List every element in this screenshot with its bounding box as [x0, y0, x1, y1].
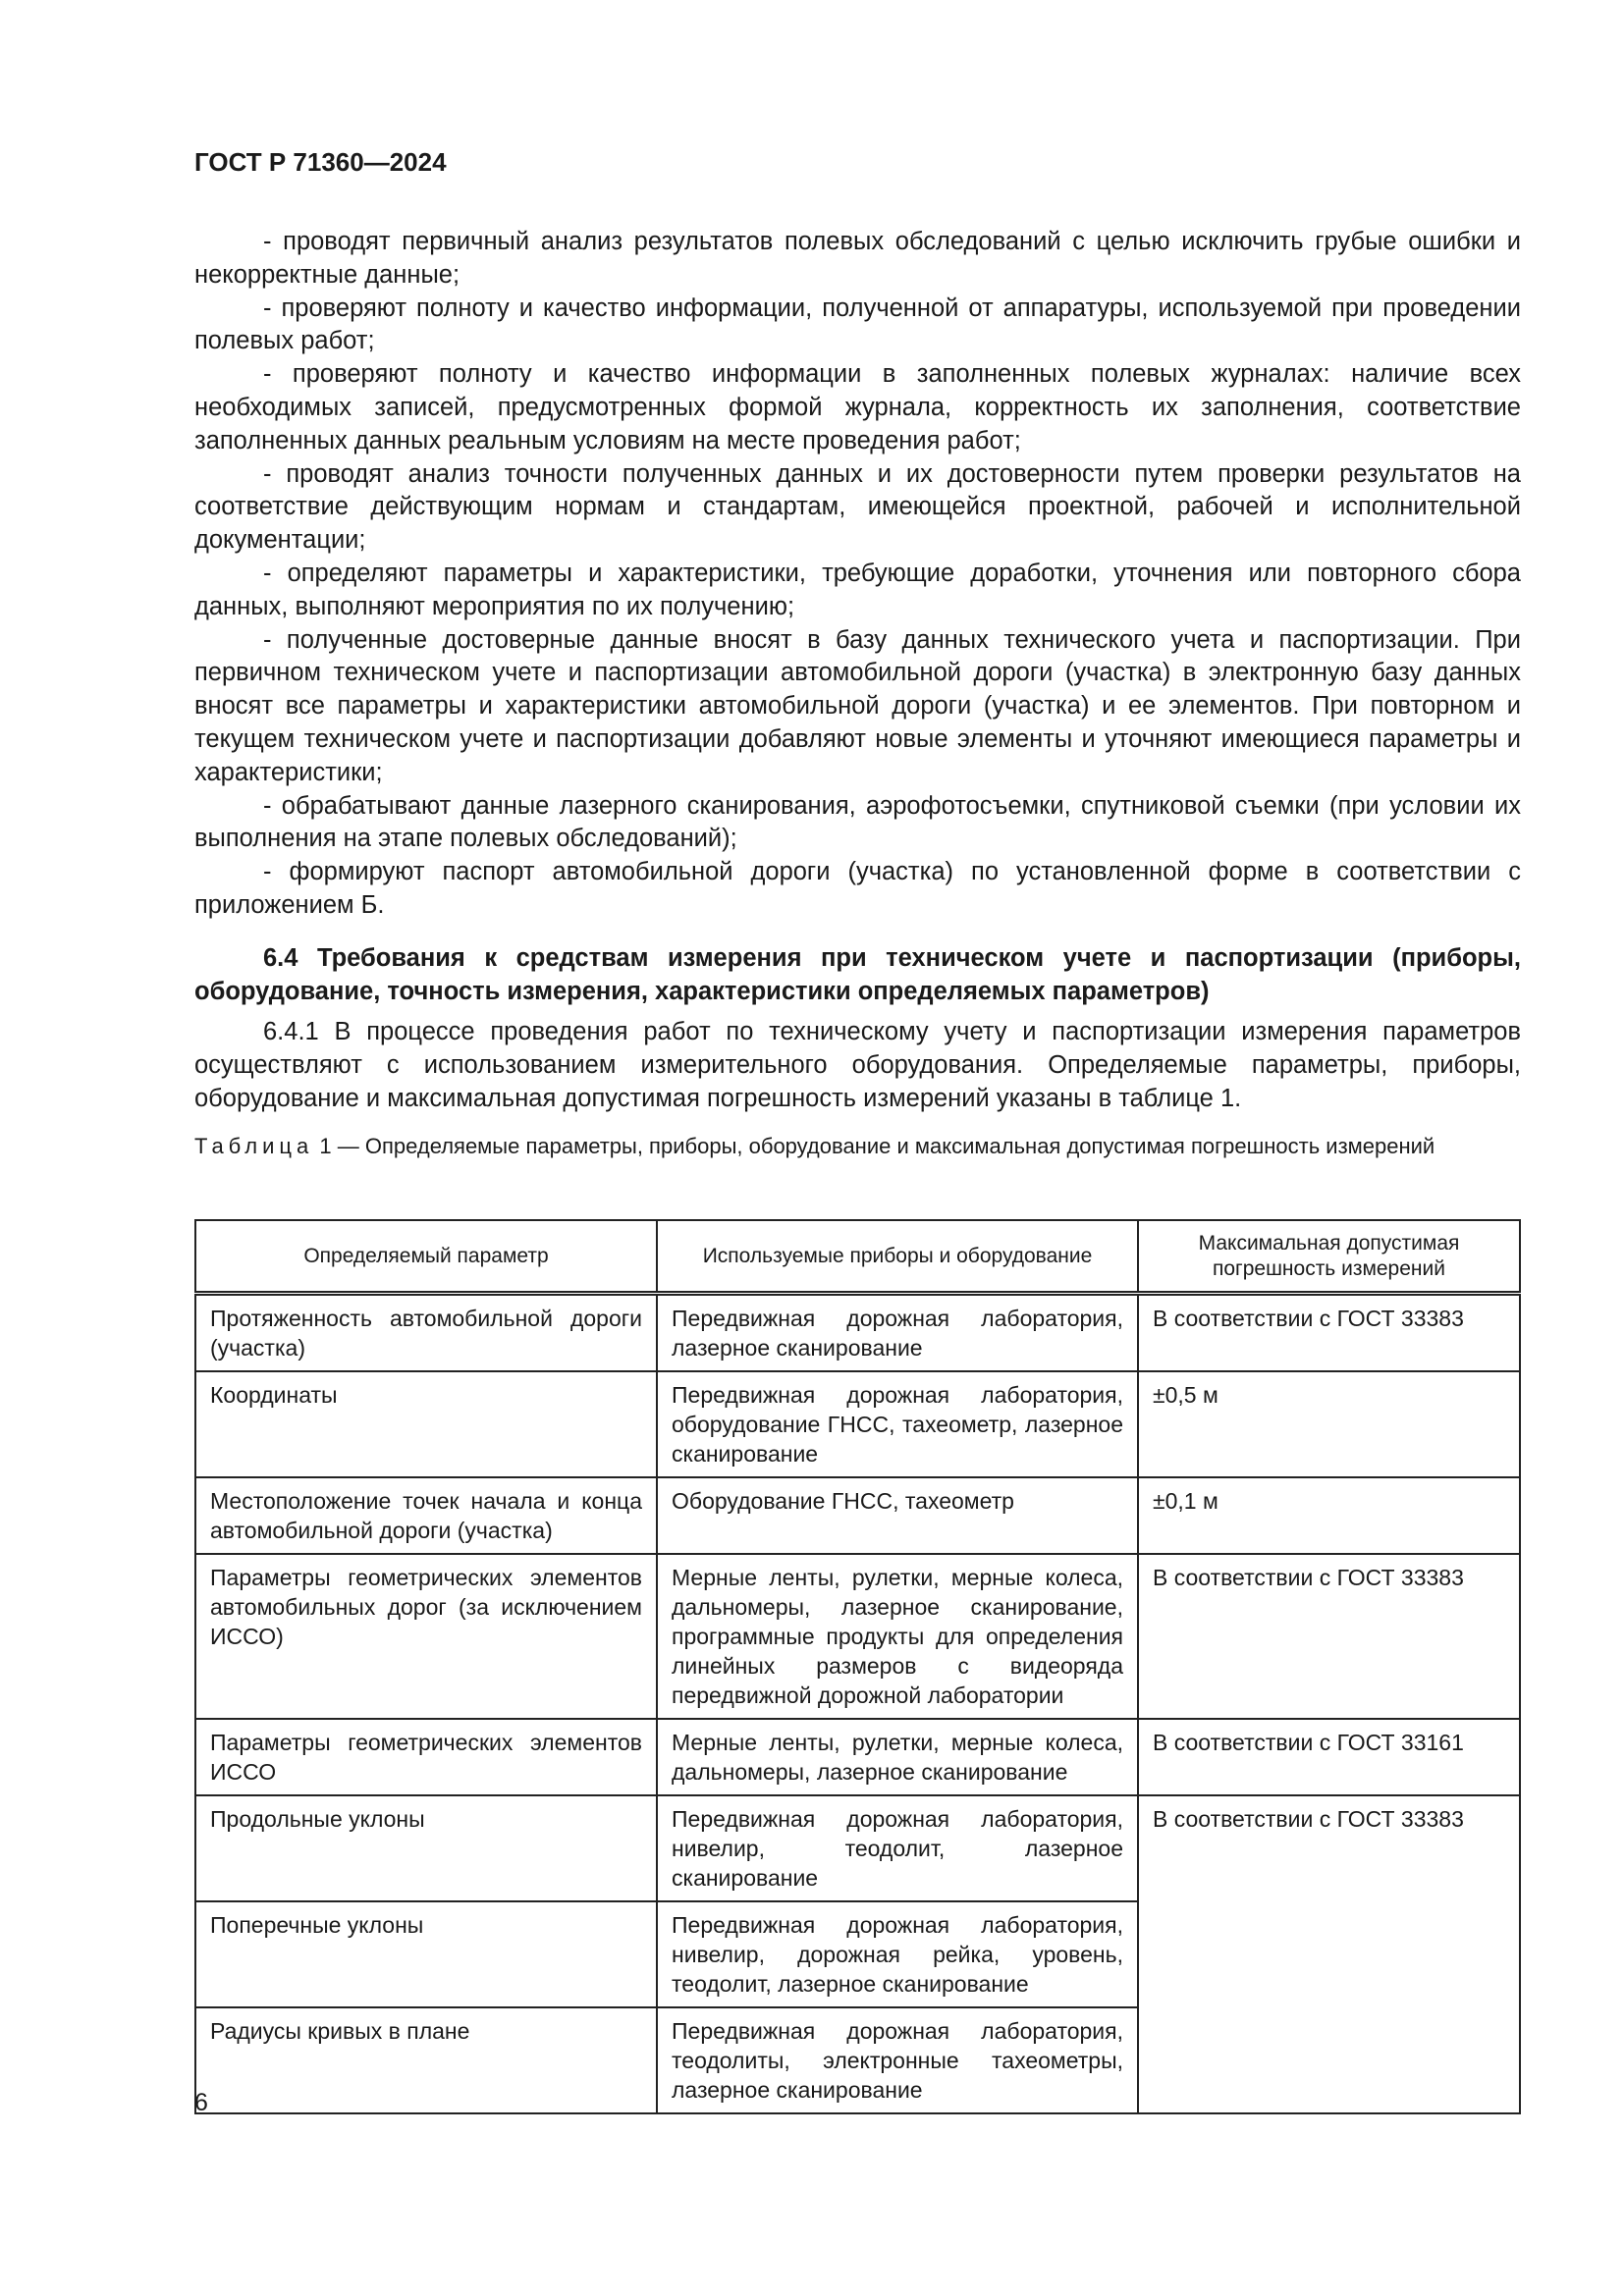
table-cell: Параметры геометрических элементов ИССО — [195, 1719, 657, 1795]
table-cell: Мерные ленты, рулетки, мерные колеса, дальномеры, лазерное сканирование, программные продукты для определения линейных размеров с видеоряда передвижной дорожной лаборатории — [657, 1554, 1138, 1719]
column-header: Определяемый параметр — [195, 1220, 657, 1294]
table-cell: В соответствии с ГОСТ 33383 — [1138, 1795, 1520, 2113]
document-header: ГОСТ Р 71360—2024 — [194, 147, 447, 177]
table-row — [195, 1719, 1520, 1795]
column-header: Используемые приборы и оборудование — [657, 1220, 1138, 1294]
parameters-table — [194, 1219, 1521, 2114]
table-row — [195, 1477, 1520, 1554]
paragraph: - полученные достоверные данные вносят в базу данных технического учета и паспортизации. При первичном техническом учете и паспортизации автомобильной дороги (участка) в электронную базу данных вносят все параметры и характеристики автомобильной дороги (участка) и ее элементов. При повторном и текущем техническом учете и паспортизации добавляют новые элементы и уточняют имеющиеся параметры и характеристики; — [194, 625, 1521, 786]
table-cell: Передвижная дорожная лаборатория, лазерное сканирование — [657, 1294, 1138, 1372]
table-cell: Поперечные уклоны — [195, 1901, 657, 2007]
table-row — [195, 1371, 1520, 1477]
table-row — [195, 1294, 1520, 1372]
table-row — [195, 1795, 1520, 1901]
section-heading: 6.4 Требования к средствам измерения при техническом учете и паспортизации (приборы, оборудование, точность измерения, характеристики определяемых параметров) — [194, 943, 1521, 1005]
table-cell: Радиусы кривых в плане — [195, 2007, 657, 2113]
table-cell: Передвижная дорожная лаборатория, нивелир, теодолит, лазерное сканирование — [657, 1795, 1138, 1901]
document-body — [194, 226, 1521, 1161]
table-cell: ±0,5 м — [1138, 1371, 1520, 1477]
paragraph: - проверяют полноту и качество информации, полученной от аппаратуры, используемой при проведении полевых работ; — [194, 294, 1521, 355]
section-text: 6.4.1 В процессе проведения работ по техническому учету и паспортизации измерения параметров осуществляют с использованием измерительного оборудования. Определяемые параметры, приборы, оборудование и максимальная допустимая погрешность измерений указаны в таблице 1. — [194, 1018, 1521, 1112]
table-cell: Параметры геометрических элементов автомобильных дорог (за исключением ИССО) — [195, 1554, 657, 1719]
table-cell: В соответствии с ГОСТ 33383 — [1138, 1554, 1520, 1719]
table-cell: Продольные уклоны — [195, 1795, 657, 1901]
paragraph: - определяют параметры и характеристики, требующие доработки, уточнения или повторного сбора данных, выполняют мероприятия по их получению; — [194, 559, 1521, 620]
table-cell: Передвижная дорожная лаборатория, оборудование ГНСС, тахеометр, лазерное сканирование — [657, 1371, 1138, 1477]
paragraph: - обрабатывают данные лазерного сканирования, аэрофотосъемки, спутниковой съемки (при условии их выполнения на этапе полевых обследований); — [194, 791, 1521, 853]
table-cell: Оборудование ГНСС, тахеометр — [657, 1477, 1138, 1554]
table-cell: Протяженность автомобильной дороги (участка) — [195, 1294, 657, 1372]
table-row — [195, 1554, 1520, 1719]
table-cell: В соответствии с ГОСТ 33383 — [1138, 1294, 1520, 1372]
column-header: Максимальная допустимая погрешность измерений — [1138, 1220, 1520, 1294]
paragraph: - формируют паспорт автомобильной дороги (участка) по установленной форме в соответствии с приложением Б. — [194, 858, 1521, 919]
table-cell: Координаты — [195, 1371, 657, 1477]
table-cell: Мерные ленты, рулетки, мерные колеса, дальномеры, лазерное сканирование — [657, 1719, 1138, 1795]
table-cell: Местоположение точек начала и конца автомобильной дороги (участка) — [195, 1477, 657, 1554]
table-caption — [194, 1132, 1521, 1161]
table-caption-text: 1 — Определяемые параметры, приборы, оборудование и максимальная допустимая погрешность измерений — [313, 1133, 1435, 1158]
paragraph: - проверяют полноту и качество информации в заполненных полевых журналах: наличие всех необходимых записей, предусмотренных формой журнала, корректность их заполнения, соответствие заполненных данных реальным условиям на месте проведения работ; — [194, 360, 1521, 454]
paragraph: - проводят анализ точности полученных данных и их достоверности путем проверки результатов на соответствие действующим нормам и стандартам, имеющейся проектной, рабочей и исполнительной документации; — [194, 459, 1521, 555]
paragraph: - проводят первичный анализ результатов полевых обследований с целью исключить грубые ошибки и некорректные данные; — [194, 228, 1521, 289]
table-cell: Передвижная дорожная лаборатория, теодолиты, электронные тахеометры, лазерное сканирование — [657, 2007, 1138, 2113]
table-cell: Передвижная дорожная лаборатория, нивелир, дорожная рейка, уровень, теодолит, лазерное сканирование — [657, 1901, 1138, 2007]
table-cell: В соответствии с ГОСТ 33161 — [1138, 1719, 1520, 1795]
page-number: 6 — [194, 2089, 208, 2116]
table-header-row — [195, 1220, 1520, 1294]
table-cell: ±0,1 м — [1138, 1477, 1520, 1554]
table-caption-label: Таблица — [194, 1133, 314, 1158]
